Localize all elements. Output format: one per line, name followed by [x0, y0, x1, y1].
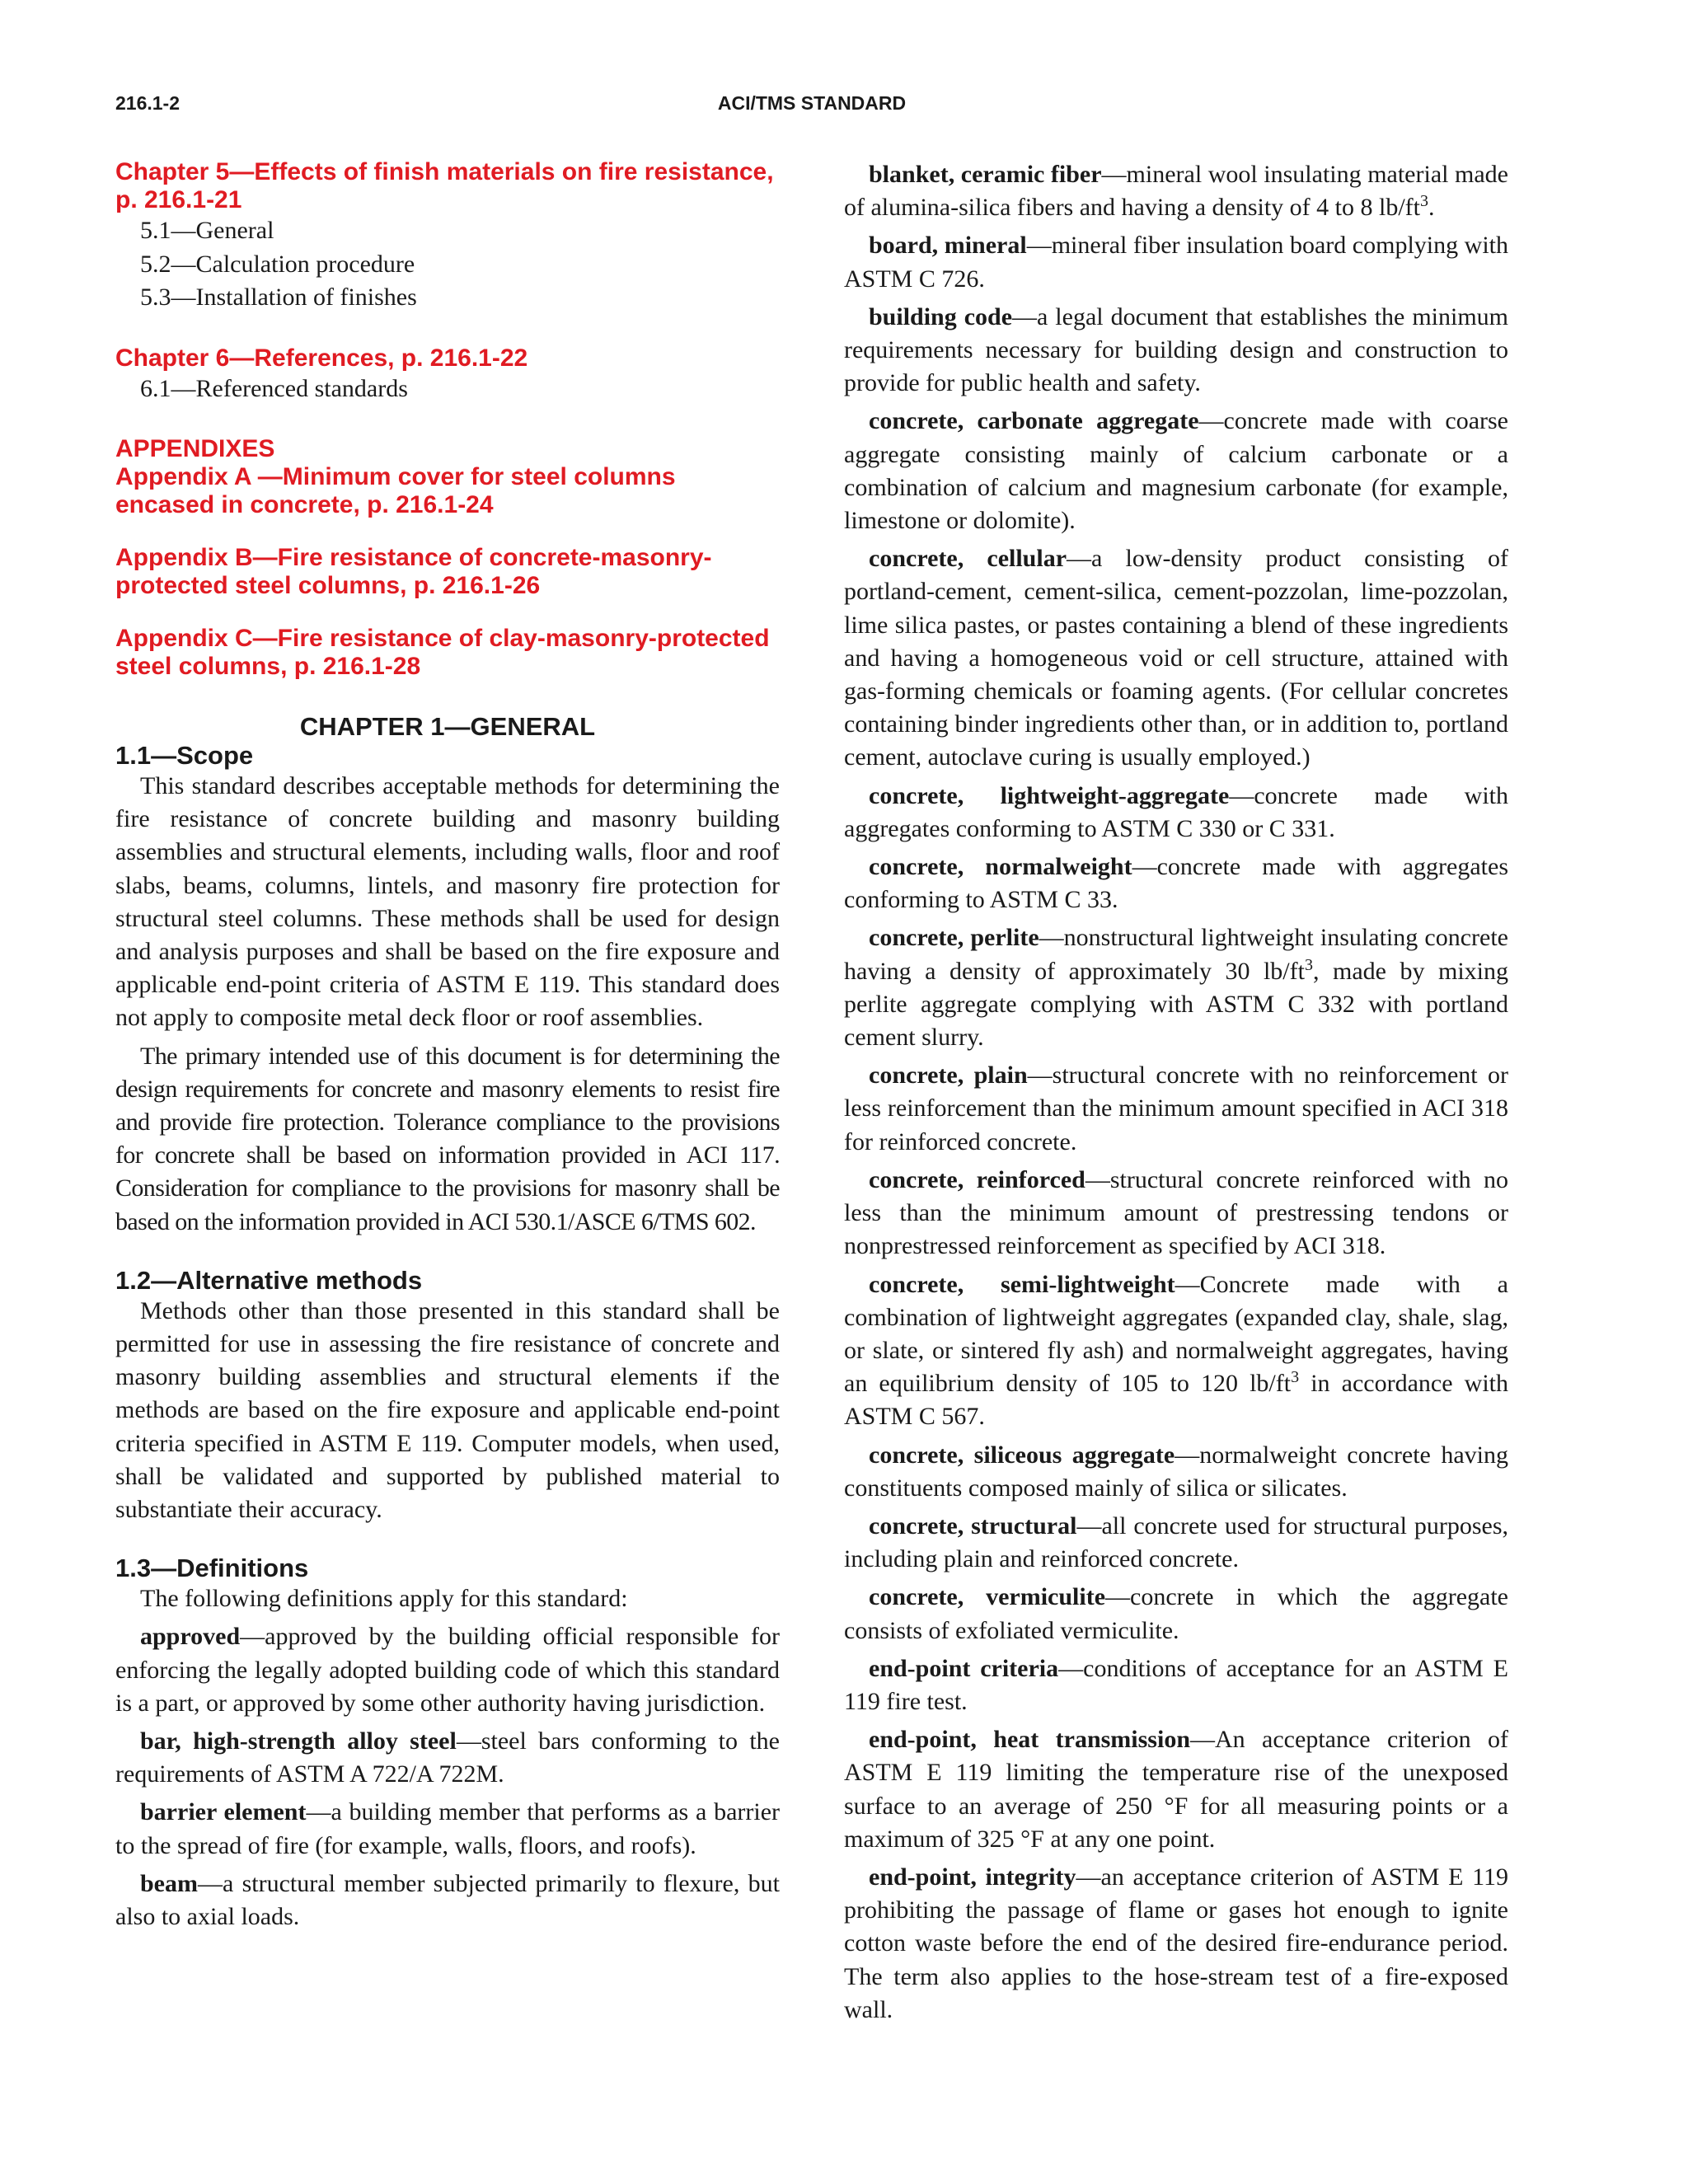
definition-entry [115, 1796, 780, 1862]
right-column [844, 158, 1508, 2032]
definition-term: concrete, lightweight-aggregate [869, 781, 1230, 809]
definition-text-after: . [1428, 194, 1435, 222]
toc-item-6-1[interactable]: 6.1—Referenced standards [140, 374, 408, 402]
scope-paragraph-2: The primary intended use of this document is for determining the design requirements for concrete and masonry elements to resist fire and provide fire protection. Tolerance compliance to the provisions for concrete shall be based on information provided in ACI 117. Consideration for compliance to the provisions for masonry shall be based on the information provided in ACI 530.1/ASCE 6/TMS 602. [115, 1042, 780, 1235]
definition-entry [115, 1725, 780, 1791]
toc-item-5-1[interactable]: 5.1—General [140, 217, 274, 244]
definition-entry [844, 229, 1508, 295]
definition-text: —Concrete made with a combination of lightweight aggregates (expanded clay, shale, slag, or slate, or sintered fly ash) and normalweight aggregates, having an equilibrium density of 105 to 120 lb/ft [844, 1270, 1508, 1398]
left-column [115, 158, 780, 1938]
definitions-list-right [844, 158, 1508, 2027]
definition-entry [844, 921, 1508, 1054]
definition-text: —steel bars conforming to the requirements of ASTM A 722/A 722M. [115, 1727, 780, 1788]
definition-text: —conditions of acceptance for an ASTM E 119 fire test. [844, 1654, 1509, 1715]
definition-entry [844, 1861, 1508, 2027]
definition-term: blanket, ceramic fiber [869, 161, 1102, 188]
definition-term: end-point criteria [869, 1654, 1059, 1682]
definition-entry [844, 1652, 1508, 1718]
definition-term: board, mineral [869, 232, 1027, 260]
definition-text: —mineral fiber insulation board complying with ASTM C 726. [844, 232, 1508, 293]
definition-term: concrete, reinforced [869, 1165, 1085, 1193]
definition-entry [844, 1059, 1508, 1159]
definition-term: concrete, structural [869, 1511, 1077, 1540]
definition-term: concrete, carbonate aggregate [869, 407, 1199, 435]
definition-entry [844, 405, 1508, 537]
alternative-methods-paragraph: Methods other than those presented in this standard shall be permitted for use in assessing the fire resistance of concrete and masonry building assemblies and structural elements if the methods are based on the fire exposure and applicable end-point criteria specified in ASTM E 119. Computer models, when used, shall be validated and supported by published material to substantiate their accuracy. [115, 1296, 780, 1524]
toc-appendix-c[interactable]: Appendix C—Fire resistance of clay-masonry-protected steel columns, p. 216.1-28 [115, 625, 770, 680]
definition-term: bar, high-strength alloy steel [140, 1727, 457, 1755]
definition-entry [844, 1510, 1508, 1576]
definition-text: —all concrete used for structural purposes, including plain and reinforced concrete. [844, 1511, 1508, 1573]
toc-item-5-2[interactable]: 5.2—Calculation procedure [140, 250, 415, 278]
running-head [115, 92, 1508, 122]
definition-term: concrete, cellular [869, 545, 1067, 573]
running-title: ACI/TMS STANDARD [717, 92, 907, 114]
superscript: 3 [1420, 192, 1428, 211]
definition-term: beam [140, 1869, 198, 1897]
definition-term: approved [140, 1623, 241, 1651]
definition-text: —approved by the building official responsible for enforcing the legally adopted building code of which this standard is a part, or approved by some other authority having jurisdiction. [115, 1623, 780, 1717]
toc-appendixes-heading: APPENDIXES [115, 435, 275, 462]
definition-entry [115, 1620, 780, 1720]
page-number: 216.1-2 [115, 92, 181, 114]
definition-entry [844, 780, 1508, 846]
toc-item-5-3[interactable]: 5.3—Installation of finishes [140, 284, 417, 311]
definition-entry [844, 301, 1508, 401]
definition-text-after: in accordance with ASTM C 567. [844, 1370, 1508, 1431]
definition-entry [115, 1868, 780, 1933]
superscript: 3 [1291, 1368, 1300, 1387]
definition-term: building code [869, 302, 1013, 330]
definition-text: —structural concrete with no reinforcement or less reinforcement than the minimum amount specified in ACI 318 for reinforced concrete. [844, 1062, 1508, 1155]
definition-text: —nonstructural lightweight insulating concrete having a density of approximately 30 lb/ft [844, 924, 1508, 985]
definition-entry [844, 1164, 1508, 1263]
definition-text: —a structural member subjected primarily to flexure, but also to axial loads. [115, 1869, 780, 1931]
chapter-title: CHAPTER 1—GENERAL [299, 712, 596, 741]
definition-entry [844, 1268, 1508, 1434]
definition-term: end-point, heat transmission [869, 1726, 1190, 1754]
definition-text: —mineral wool insulating material made of alumina-silica fibers and having a density of 4 to 8 lb/ft [844, 161, 1508, 222]
definition-text: —an acceptance criterion of ASTM E 119 prohibiting the passage of flame or gases hot enough to ignite cotton waste before the end of the desired fire-endurance period. The term also applies to the hose-stream test of a fire-exposed wall. [844, 1863, 1509, 2023]
definition-entry [844, 1723, 1508, 1856]
definition-text: —normalweight concrete having constituents composed mainly of silica or silicates. [844, 1441, 1508, 1502]
definition-entry [844, 851, 1508, 916]
definition-entry [844, 158, 1508, 224]
definition-term: concrete, normalweight [869, 853, 1132, 881]
definitions-list-left [115, 1620, 780, 1933]
definition-entry [844, 542, 1508, 774]
scope-paragraph-1: This standard describes acceptable methods for determining the fire resistance of concrete building and masonry building assemblies and structural elements, including walls, floor and roof slabs, beams, columns, lintels, and masonry fire protection for structural steel columns. These methods shall be used for design and analysis purposes and shall be based on the fire exposure and applicable end-point criteria of ASTM E 119. This standard does not apply to composite metal deck floor or roof assemblies. [115, 772, 780, 1032]
definition-term: end-point, integrity [869, 1863, 1076, 1891]
definitions-intro: The following definitions apply for this standard: [140, 1585, 628, 1613]
definition-term: concrete, semi-lightweight [869, 1270, 1175, 1298]
definition-text: —concrete made with aggregates conforming to ASTM C 33. [844, 853, 1508, 914]
definition-text: —concrete in which the aggregate consists of exfoliated vermiculite. [844, 1583, 1508, 1644]
section-heading-definitions: 1.3—Definitions [115, 1554, 309, 1583]
toc-chapter5-heading[interactable]: Chapter 5—Effects of finish materials on fire resistance, p. 216.1-21 [115, 158, 774, 213]
definition-text-after: , made by mixing perlite aggregate complying with ASTM C 332 with portland cement slurry. [844, 957, 1508, 1052]
definition-text: —a building member that performs as a barrier to the spread of fire (for example, walls, floors, and roofs). [115, 1798, 781, 1859]
definition-term: concrete, plain [869, 1062, 1028, 1090]
definition-entry [844, 1439, 1508, 1505]
definition-text: —concrete made with aggregates conforming to ASTM C 330 or C 331. [844, 781, 1508, 842]
definition-term: concrete, perlite [869, 924, 1039, 952]
toc-appendix-a[interactable]: Appendix A —Minimum cover for steel columns encased in concrete, p. 216.1-24 [115, 463, 676, 518]
section-heading-scope: 1.1—Scope [115, 741, 254, 770]
definition-text: —concrete made with coarse aggregate consisting mainly of calcium carbonate or a combination of calcium and magnesium carbonate (for example, limestone or dolomite). [844, 407, 1508, 535]
toc-chapter6-heading[interactable]: Chapter 6—References, p. 216.1-22 [115, 344, 528, 372]
definition-entry [844, 1581, 1508, 1647]
definition-term: concrete, siliceous aggregate [869, 1441, 1175, 1469]
definition-text: —a legal document that establishes the minimum requirements necessary for building design and construction to provide for public health and safety. [844, 302, 1509, 397]
toc-appendix-b[interactable]: Appendix B—Fire resistance of concrete-masonry-protected steel columns, p. 216.1-26 [115, 544, 712, 599]
definition-text: —An acceptance criterion of ASTM E 119 limiting the temperature rise of the unexposed surface to an average of 250 °F for all measuring points or a maximum of 325 °F at any one point. [844, 1726, 1508, 1853]
section-heading-alternative-methods: 1.2—Alternative methods [115, 1265, 423, 1295]
superscript: 3 [1304, 955, 1313, 974]
definition-term: concrete, vermiculite [869, 1583, 1106, 1611]
definition-text: —a low-density product consisting of portland-cement, cement-silica, cement-pozzolan, lime-pozzolan, lime silica pastes, or pastes containing a blend of these ingredients and having a homogeneous void or cell structure, attained with gas-forming chemicals or foaming agents. (For cellular concretes containing binder ingredients other than, or in addition to, portland cement, autoclave curing is usually employed.) [844, 545, 1508, 771]
definition-term: barrier element [140, 1798, 307, 1826]
definition-text: —structural concrete reinforced with no less than the minimum amount of prestressing tendons or nonprestressed reinforcement as specified by ACI 318. [844, 1165, 1508, 1260]
